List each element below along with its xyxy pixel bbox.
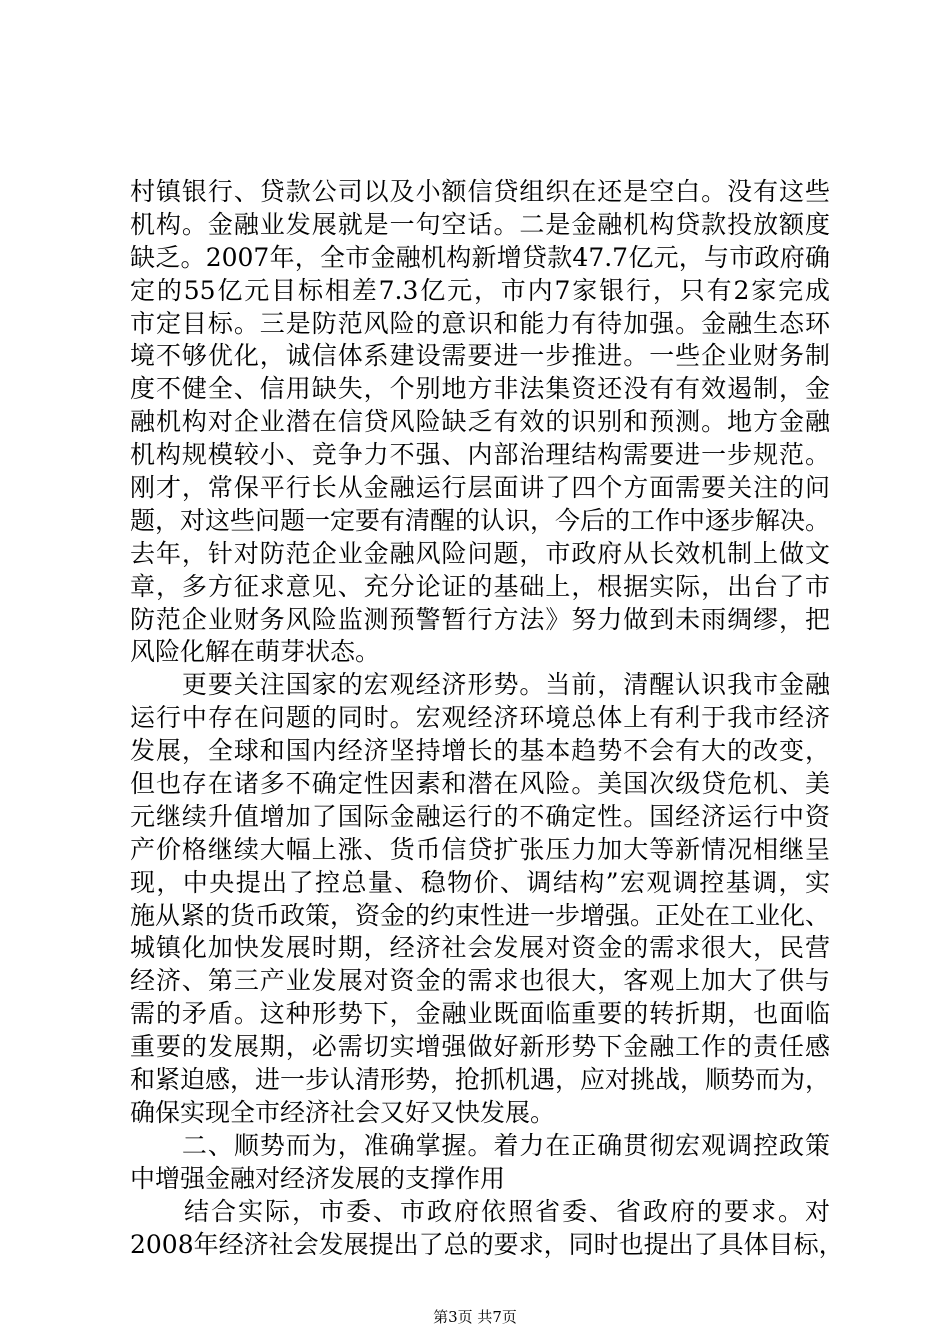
text-line: 发展，全球和国内经济坚持增长的基本趋势不会有大的改变， — [130, 736, 830, 766]
text-line: 村镇银行、贷款公司以及小额信贷组织在还是空白。没有这些 — [130, 177, 830, 206]
text-line: 去年，针对防范企业金融风险问题，市政府从长效机制上做文 — [130, 538, 830, 568]
text-line: 元继续升值增加了国际金融运行的不确定性。国经济运行中资 — [130, 801, 830, 831]
text-line: 机构。金融业发展就是一句空话。二是金融机构贷款投放额度 — [130, 209, 830, 239]
text-line: 融机构对企业潜在信贷风险缺乏有效的识别和预测。地方金融 — [130, 407, 830, 437]
text-line: 运行中存在问题的同时。宏观经济环境总体上有利于我市经济 — [130, 703, 830, 733]
text-line: 和紧迫感，进一步认清形势，抢抓机遇，应对挑战，顺势而为， — [130, 1065, 831, 1095]
text-line: 现，中央提出了控总量、稳物价、调结构”宏观调控基调，实 — [130, 867, 830, 897]
text-line: 章，多方征求意见、充分论证的基础上，根据实际，出台了市 — [130, 571, 830, 601]
body-text — [130, 176, 844, 1261]
text-line: 防范企业财务风险监测预警暂行方法》努力做到未雨绸缪，把 — [130, 604, 830, 634]
text-line: 二、顺势而为，准确掌握。着力在正确贯彻宏观调控政策 — [130, 1130, 830, 1160]
text-line: 需的矛盾。这种形势下，金融业既面临重要的转折期，也面临 — [130, 999, 830, 1029]
text-line: 市定目标。三是防范风险的意识和能力有待加强。金融生态环 — [130, 308, 830, 338]
text-line: 机构规模较小、竞争力不强、内部治理结构需要进一步规范。 — [130, 440, 830, 470]
text-line: 题，对这些问题一定要有清醒的认识，今后的工作中逐步解决。 — [130, 505, 831, 535]
text-line: 缺乏。2007年，全市金融机构新增贷款47.7亿元，与市政府确 — [130, 242, 830, 272]
text-line: 2008年经济社会发展提出了总的要求，同时也提出了具体目标， — [130, 1229, 844, 1259]
page-footer: 第3页 共7页 — [433, 1308, 517, 1326]
text-line: 更要关注国家的宏观经济形势。当前，清醒认识我市金融 — [130, 670, 830, 700]
text-line: 结合实际，市委、市政府依照省委、省政府的要求。对 — [130, 1196, 830, 1226]
text-line: 中增强金融对经济发展的支撑作用 — [130, 1163, 506, 1193]
text-line: 城镇化加快发展时期，经济社会发展对资金的需求很大，民营 — [130, 933, 830, 963]
text-line: 施从紧的货币政策，资金的约束性进一步增强。正处在工业化、 — [130, 900, 831, 930]
text-line: 确保实现全市经济社会又好又快发展。 — [130, 1097, 556, 1127]
text-line: 刚才，常保平行长从金融运行层面讲了四个方面需要关注的问 — [130, 473, 830, 503]
text-line: 风险化解在萌芽状态。 — [130, 637, 381, 667]
text-line: 境不够优化，诚信体系建设需要进一步推进。一些企业财务制 — [130, 341, 830, 371]
text-line: 重要的发展期，必需切实增强做好新形势下金融工作的责任感 — [130, 1032, 830, 1062]
text-line: 度不健全、信用缺失，个别地方非法集资还没有有效遏制，金 — [130, 374, 830, 404]
text-line: 经济、第三产业发展对资金的需求也很大，客观上加大了供与 — [130, 966, 830, 996]
text-line: 产价格继续大幅上涨、货币信贷扩张压力加大等新情况相继呈 — [130, 834, 830, 864]
text-line: 定的55亿元目标相差7.3亿元，市内7家银行，只有2家完成 — [130, 275, 830, 305]
text-line: 但也存在诸多不确定性因素和潜在风险。美国次级贷危机、美 — [130, 769, 830, 799]
